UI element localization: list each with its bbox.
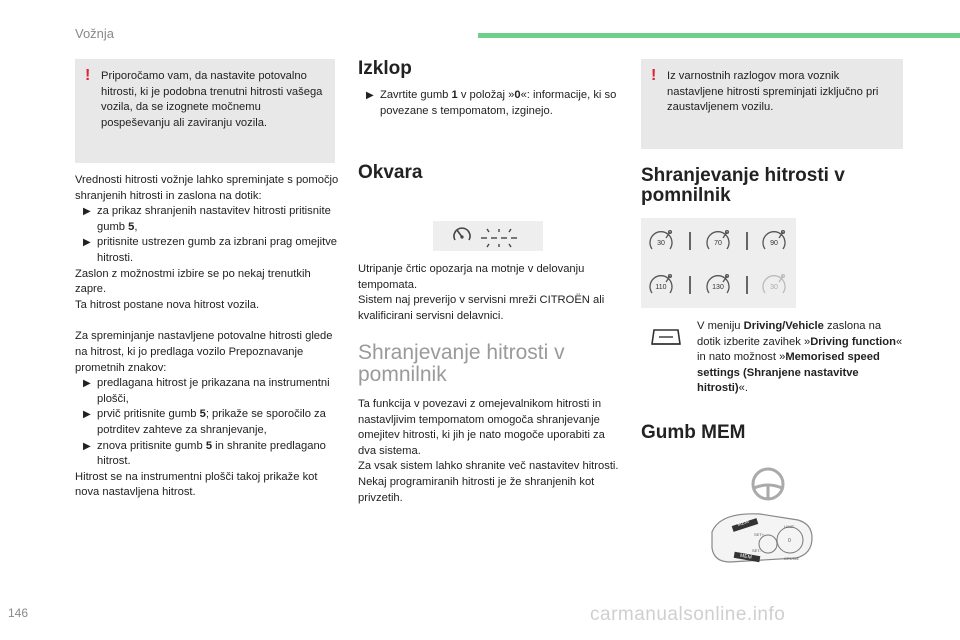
paragraph: Vrednosti hitrosti vožnje lahko spreminjate s pomočjo shranjenih hitrosti in zaslona na dotik: [75,174,339,202]
dial-position: 0 [514,89,521,101]
bullet-text: predlagana hitrost je prikazana na instrumentni plošči, [97,377,330,405]
speed-gauges-illustration [641,218,796,308]
bullet-text: v položaj » [457,89,515,101]
warning-icon: ! [85,67,91,84]
warning-box-safety [641,59,903,149]
fault-display-illustration [433,221,543,251]
watermark: carmanualsonline.info [590,604,786,625]
menu-text: V meniju [697,320,744,332]
bullet-text: znova pritisnite gumb [97,439,206,452]
paragraph: Utripanje črtic opozarja na motnje v delovanju tempomata. [358,263,585,291]
shranjevanje-body [358,397,620,506]
bullet-text: Zavrtite gumb [380,89,452,101]
dial-number: 1 [451,89,458,101]
section-color-bar [478,33,960,38]
paragraph: Sistem naj preverijo v servisni mreži CITROËN ali kvalificirani servisni delavnici. [358,294,605,322]
button-number: 5 [199,408,206,421]
menu-text: zaslona na dotik izberite zavihek » [697,320,882,348]
button-number: 5 [128,220,135,233]
heading-okvara: Okvara [358,162,423,183]
stalk-label-set-minus: SET- [752,548,761,553]
paragraph: Ta hitrost postane nova hitrost vozila. [75,298,260,311]
bullet-text: pritisnite ustrezen gumb za izbrani prag omejitve hitrosti. [97,236,338,264]
stalk-label-zero: 0 [788,538,791,544]
tab-name: Driving function [810,335,896,348]
stalk-label-set-plus: SET+ [754,532,765,537]
paragraph: Za vsak sistem lahko shranite več nastavitev hitrosti. [358,460,619,473]
stalk-label-limit: LIMIT [784,524,795,529]
option-name: Memorised speed settings (Shranjene nastavitve hitrosti) [697,351,880,395]
heading-shranjevanje: Shranjevanje hitrosti v pomnilnik [358,341,565,386]
paragraph: Hitrost se na instrumentni plošči takoj prikaže kot nova nastavljena hitrost. [75,470,318,499]
menu-text: « in nato možnost » [697,335,903,364]
bullet-item [75,235,340,266]
arrow-bullet-icon: ▶ [83,237,91,249]
arrow-bullet-icon: ▶ [366,90,374,101]
bullet-text: prvič pritisnite gumb [97,408,200,421]
stalk-label-mem-bottom: MEM [739,552,753,561]
bullet-item [75,204,340,235]
bullet-text: za prikaz shranjenih nastavitev hitrosti pritisnite gumb [97,205,331,233]
bullet-item [75,439,340,470]
menu-text: «. [738,382,748,395]
menu-instruction [697,319,907,397]
bullet-item [75,407,340,438]
paragraph: Nekaj programiranih hitrosti je že shranjenih kot privzetih. [358,475,595,504]
button-number: 5 [205,439,213,452]
page-number: 146 [8,606,29,620]
paragraph: Ta funkcija v povezavi z omejevalnikom hitrosti in nastavljivim tempomatom omogoča shranjevanje omejitev hitrosti, ki jih je nato mogoče uporabiti za dva sistema. [358,398,605,457]
speedometer-dashes-icon [433,221,543,251]
menu-name: Driving/Vehicle [743,320,824,332]
heading-gumb-mem: Gumb MEM [641,422,746,443]
paragraph: Zaslon z možnostmi izbire se po nekaj trenutkih zapre. [75,267,311,296]
speed-value-130: 130 [712,284,724,291]
speed-value-30-dim: 30 [770,284,778,291]
arrow-bullet-icon: ▶ [83,378,91,390]
warning-icon: ! [651,67,657,84]
arrow-bullet-icon: ▶ [83,409,91,421]
speed-value-30: 30 [657,240,665,247]
arrow-bullet-icon: ▶ [83,206,91,218]
warning-text: Iz varnostnih razlogov mora voznik nastavljene hitrosti spreminjati izključno pri zaustavljenem vozilu. [667,70,879,114]
memorised-speeds-panel [641,218,796,308]
speed-value-70: 70 [714,240,722,247]
bullet-text: in shranite predlagano hitrost. [97,439,326,468]
heading-izklop: Izklop [358,58,412,79]
okvara-body [358,262,623,324]
stalk-label-cruise: CRUISE [784,556,800,561]
bullet-text: «: informacije, ki so povezane s tempomatom, izginejo. [380,89,617,117]
izklop-instruction [358,88,620,119]
warning-box-cruise-advice [75,59,335,163]
warning-text: Priporočamo vam, da nastavite potovalno hitrosti, ki je podobna trenutni hitrosti vašega vozila, da se izognete močnemu pospeševanju ali zaviranju vozila. [101,70,323,129]
stalk-label-mem-top: MEM [736,518,750,529]
speed-value-110: 110 [655,284,667,291]
heading-shranjevanje-v-pomnilnik: Shranjevanje hitrosti v pomnilnik [641,165,845,206]
bullet-text: , [134,220,138,233]
speed-value-90: 90 [770,240,778,247]
bullet-item [75,376,340,407]
bullet-text: ; prikaže se sporočilo za potrditev zahteve za shranjevanje, [97,408,326,436]
mem-stalk-illustration [700,462,835,582]
arrow-bullet-icon: ▶ [83,440,91,452]
touchscreen-icon [648,324,684,355]
column-1-body [75,173,340,501]
section-title: Vožnja [75,26,115,41]
paragraph: Za spreminjanje nastavljene potovalne hitrosti glede na hitrost, ki jo predlaga vozilo Prepoznavanje prometnih znakov: [75,330,333,374]
